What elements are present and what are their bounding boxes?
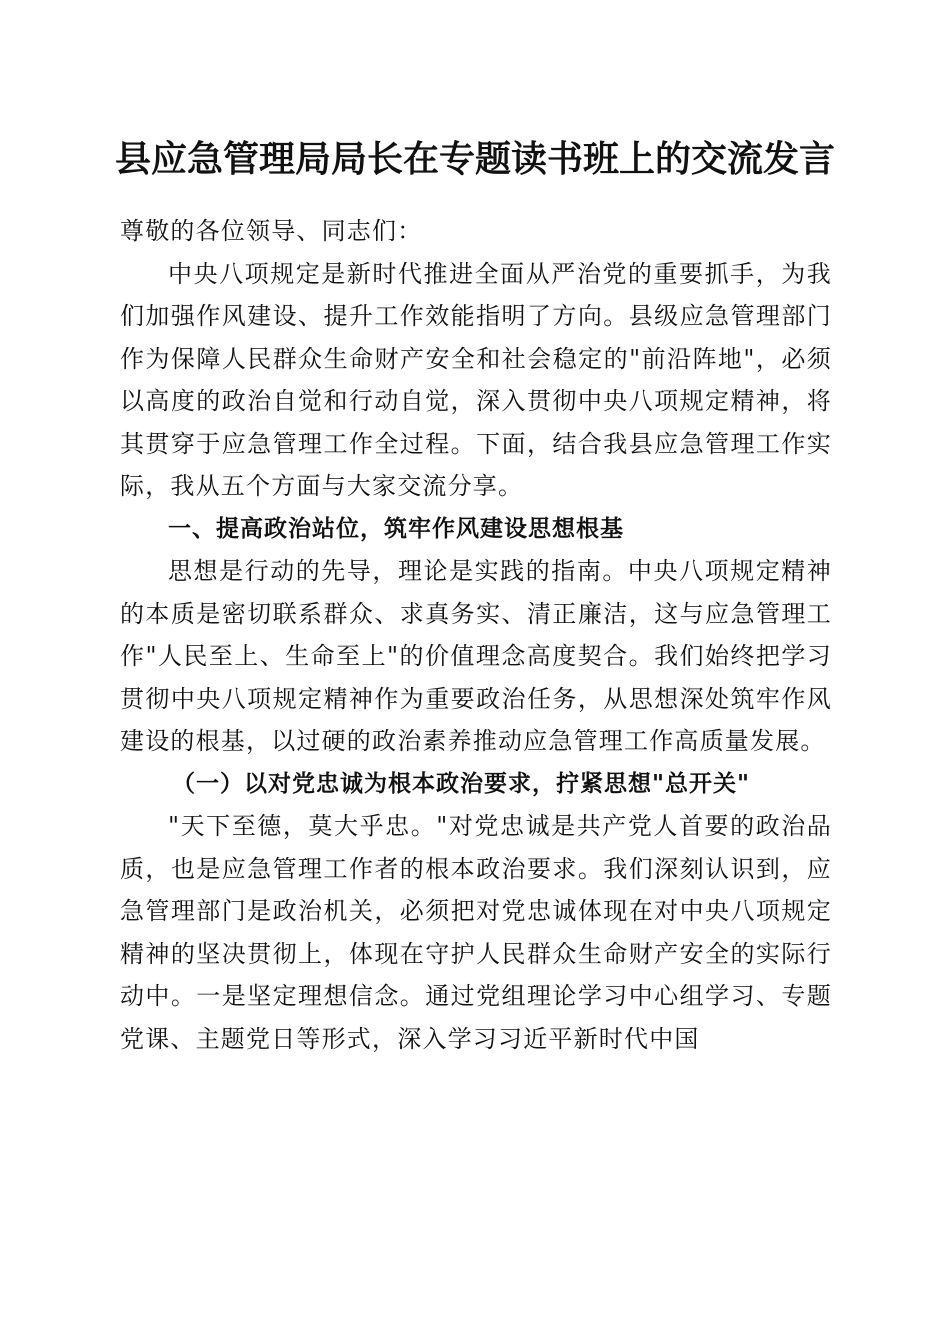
section-heading-1: 一、提高政治站位，筑牢作风建设思想根基	[168, 515, 624, 542]
subsection-1-paragraph: "天下至德，莫大乎忠。"对党忠诚是共产党人首要的政治品质，也是应急管理工作者的根本政治要求。我们深刻认识到，应急管理部门是政治机关，必须把对党忠诚体现在对中央八项规定精神的坚决贯彻上，体现在守护人民群众生命财产安全的实际行动中。一是坚定理想信念。通过党组理论学习中心组学习、专题党课、主题党日等形式，深入学习习近平新时代中国	[120, 812, 832, 1053]
document-body	[120, 210, 832, 1060]
section-1-paragraph: 思想是行动的先导，理论是实践的指南。中央八项规定精神的本质是密切联系群众、求真务实、清正廉洁，这与应急管理工作"人民至上、生命至上"的价值理念高度契合。我们始终把学习贯彻中央八项规定精神作为重要政治任务，从思想深处筑牢作风建设的根基，以过硬的政治素养推动应急管理工作高质量发展。	[120, 557, 832, 755]
document-title: 县应急管理局局长在专题读书班上的交流发言	[114, 138, 835, 180]
intro-paragraph: 中央八项规定是新时代推进全面从严治党的重要抓手，为我们加强作风建设、提升工作效能指明了方向。县级应急管理部门作为保障人民群众生命财产安全和社会稳定的"前沿阵地"，必须以高度的政治自觉和行动自觉，深入贯彻中央八项规定精神，将其贯穿于应急管理工作全过程。下面，结合我县应急管理工作实际，我从五个方面与大家交流分享。	[120, 259, 832, 500]
subsection-heading-1: （一）以对党忠诚为根本政治要求，拧紧思想"总开关"	[172, 769, 750, 797]
salutation: 尊敬的各位领导、同志们：	[120, 217, 423, 245]
